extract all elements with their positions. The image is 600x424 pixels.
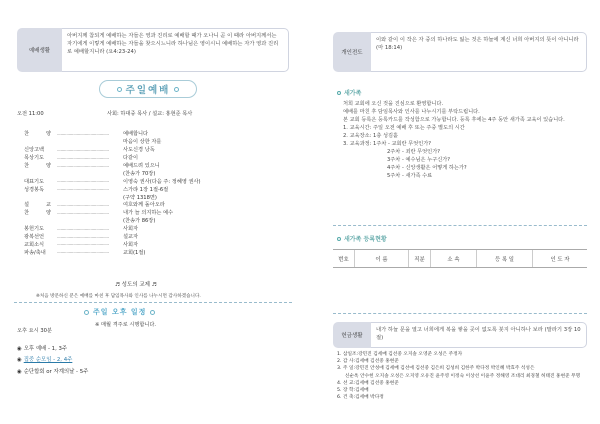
order-item-label: 파송/축내: [24, 249, 46, 256]
table-header: 소 속: [431, 250, 477, 267]
registry-heading: 새가족 등록현황: [337, 234, 387, 243]
circle-icon: [174, 87, 179, 92]
order-of-service: [24, 130, 294, 256]
list-item: ◉ 집중 순모임 - 2, 4주: [17, 357, 73, 364]
order-item-label: 성경봉독: [24, 186, 45, 193]
evangelism-box: [333, 32, 587, 72]
list-item: ◉ 순단합회 or 자계의날 - 5주: [17, 368, 89, 375]
order-row: [24, 201, 294, 209]
order-item-label: 광복선언: [24, 234, 45, 241]
order-item-value: 마음이 상한 자를: [123, 139, 162, 146]
worship-call-box: [17, 28, 289, 72]
pm-schedule-note: ※ 매월 격주로 시행합니다.: [95, 322, 157, 328]
service-leaders: 사회: 하대중 목사 / 설교: 홍현준 목사: [107, 111, 193, 117]
bullet-icon: ◉: [17, 357, 22, 364]
order-item-label: 신앙고백: [24, 147, 45, 154]
order-row: [24, 162, 294, 170]
worship-call-label: 예배생활: [17, 28, 62, 72]
order-item-value: 사회자: [123, 226, 139, 233]
order-row: [24, 209, 294, 217]
order-item-value: 여호와께 돌아오라: [123, 202, 165, 209]
order-row: [24, 185, 294, 193]
pm-schedule-time: 오후 요시 30분: [17, 328, 52, 334]
sunday-service-title-text: 주일예배: [125, 85, 171, 96]
table-header: 이 름: [355, 250, 409, 267]
order-leader-dots: .............................................: [57, 249, 109, 256]
worship-call-text: 아버지께 참되게 예배하는 자들은 영과 진리로 예배할 때가 오나니 곧 이 때라 아버지께서는 자기에게 이렇게 예배하는 자들을 찾으시느니라 하나님은 영이시니 예배하는 자가 영과 진리로 예배할지니라 (요4:23-24): [62, 28, 289, 72]
order-leader-dots: .............................................: [57, 162, 109, 169]
order-leader-dots: .............................................: [57, 178, 109, 185]
order-item-value: 예배합니다: [123, 131, 149, 138]
order-item-value: (찬송가 86장): [123, 218, 156, 225]
table-header: 번호: [333, 250, 355, 267]
circle-icon: [84, 310, 89, 315]
table-header: 직분: [409, 250, 431, 267]
order-item-value: 사도신경 낭독: [123, 147, 155, 154]
order-item-value: 다같이: [123, 155, 139, 162]
pm-schedule-title-text: 주일 오후 일정: [93, 308, 147, 316]
pm-schedule-title: [84, 307, 155, 317]
order-item-label: 찬 양: [24, 163, 51, 169]
order-item-value: 예배드려 있으니: [123, 163, 160, 169]
order-item-label: 봉헌기도: [24, 226, 45, 233]
order-row: [24, 130, 294, 138]
order-item-value: 내가 늘 의지하는 예수: [123, 210, 174, 217]
order-item-value: 교회(1절): [123, 249, 146, 256]
order-item-label: 교회소식: [24, 241, 45, 248]
order-row: [24, 193, 294, 201]
fellowship-line: ♬ 성도의 교제 ♬: [115, 282, 157, 288]
order-item-label: 설 교: [24, 202, 51, 209]
order-leader-dots: .............................................: [57, 130, 109, 137]
order-row: [24, 146, 294, 154]
bullet-icon: ◉: [17, 368, 22, 375]
offering-text: 내가 하늘 문을 열고 너희에게 복을 쌓을 곳이 없도록 붓지 아니하나 보라 (말라기 3장 10절): [371, 322, 587, 348]
divider: [333, 225, 587, 226]
order-item-value: 스가랴 1장 1절-6절: [123, 186, 169, 193]
table-header: 등 록 일: [477, 250, 533, 267]
order-leader-dots: .............................................: [57, 209, 109, 216]
order-row: [24, 154, 294, 162]
order-row: [24, 217, 294, 225]
order-row: [24, 138, 294, 146]
divider: [333, 313, 587, 314]
order-row: [24, 225, 294, 233]
table-header: 인 도 자: [550, 256, 570, 263]
order-leader-dots: .............................................: [57, 225, 109, 232]
evangelism-label: 개인전도: [333, 32, 371, 72]
offering-label: 헌금생활: [333, 322, 371, 348]
service-time-row: [17, 110, 287, 117]
registry-table: [333, 249, 587, 268]
newcomer-text: 처희 교회에 오신 것을 진심으로 환영합니다. 예배를 마친 후 담임목사와 인사를 나누시기를 부탁드립니다. 본 교회 등록은 등록카드를 작성함으로 가능합니다. 등록 후에는 4주 동안 새가족 교육이 있습니다. 1. 교육시간: 주일 오전 예배 후 또는 주중 별도의 시간 2. 교육장소: 1층 성김홀 3. 교육과정: 1주차 - 교회란 무엇인가? 2주차 - 죄란 무엇인가? 3주차 - 예수님은 누구신가? 4주차 - 신앙생활은 어떻게 하는가? 5주차 - 새가족 수료: [343, 101, 565, 179]
order-item-value: 설교자: [123, 234, 139, 241]
order-row: [24, 177, 294, 185]
order-leader-dots: .............................................: [57, 241, 109, 248]
order-row: [24, 248, 294, 256]
order-item-value: 사회자: [123, 241, 139, 248]
divider: [14, 302, 292, 303]
order-leader-dots: .............................................: [57, 201, 109, 208]
visitor-note: ※처음 방문하신 분은 예배를 마친 후 담임목사와 인사를 나누시면 감사하겠습니다.: [36, 294, 201, 299]
order-leader-dots: .............................................: [57, 154, 109, 161]
circle-icon: [337, 237, 341, 241]
order-leader-dots: .............................................: [57, 233, 109, 240]
order-item-label: 찬 양: [24, 131, 51, 138]
newcomer-heading: 새가족: [337, 88, 361, 97]
service-time: 오전 11:00: [17, 111, 44, 117]
bullet-icon: ◉: [17, 346, 22, 352]
circle-icon: [337, 91, 341, 95]
sunday-service-title: [99, 80, 197, 98]
order-leader-dots: .............................................: [57, 146, 109, 153]
offering-box: [333, 322, 587, 348]
order-item-label: 찬 양: [24, 210, 51, 217]
order-item-value: (구약 1318면): [123, 194, 157, 201]
offering-list: 1. 삼일조:강민진 김세매 김선중 오지솔 오영준 오성은 주정자 2. 감 사:김세매 김선중 홍현준 3. 주 일:강민진 안성애 김세매 김선애 김선중 김은희 김성희 김한주 박다정 박인혜 박효주 석성은 신순옥 안수헌 오지솔 오성은 오지영 오유진 윤주영 이정숙 이상선 이윤주 정해영 조대리 최경철 허태진 홍현준 무명 4. 선 교:김세매 김선중 홍현준 5. 장 학:김세매 6. 건 축:김세매 박다정: [337, 352, 581, 401]
circle-icon: [117, 87, 122, 92]
order-row: [24, 240, 294, 248]
evangelism-text: 이와 같이 이 작은 자 중의 하나라도 잃는 것은 하늘에 계신 너희 아버지의 뜻이 아니니라 (마 18:14): [371, 32, 587, 72]
pm-schedule-list: [17, 345, 88, 379]
order-item-value: (찬송가 70장): [123, 170, 156, 177]
order-row: [24, 233, 294, 241]
circle-icon: [150, 310, 155, 315]
list-item: ◉ 오후 예배 - 1, 3주: [17, 346, 68, 352]
order-item-label: 대표기도: [24, 178, 45, 185]
order-item-label: 목상기도: [24, 155, 45, 162]
order-item-value: 이영숙 권사(다음 주: 정혜영 권사): [123, 178, 201, 185]
order-leader-dots: .............................................: [57, 186, 109, 193]
order-row: [24, 169, 294, 177]
